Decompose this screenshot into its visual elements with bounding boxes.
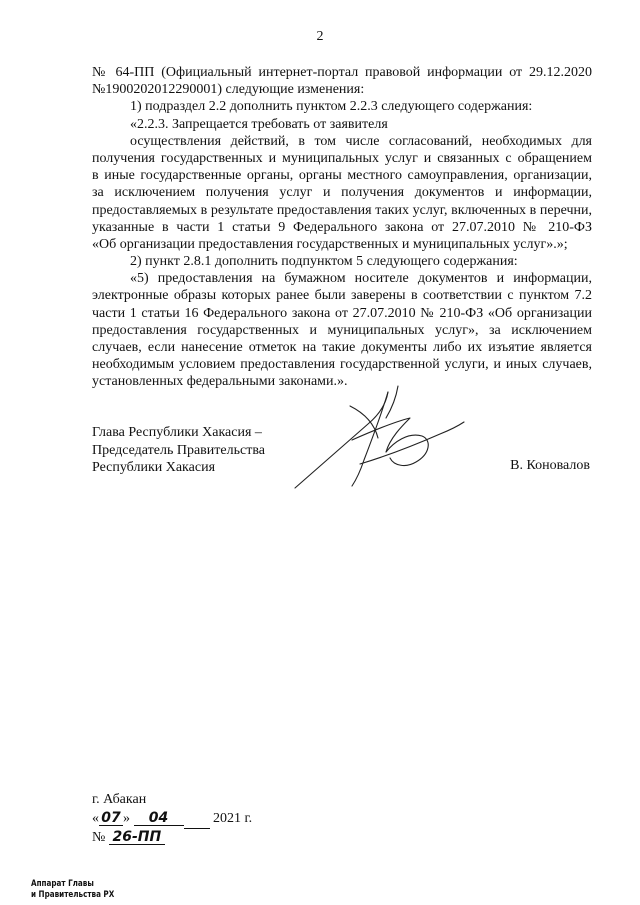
signatory-name: В. Коновалов	[510, 458, 590, 473]
signatory-title-line: Республики Хакасия	[92, 460, 216, 475]
body-line: указанные в части 1 статьи 9 Федерального закона от 27.07.2010 № 210-ФЗ	[92, 219, 592, 235]
stamp-line-1: Аппарат Главы	[31, 879, 94, 889]
body-line: случаев, если нанесение отметок на такие документы либо их изъятие является	[92, 340, 592, 355]
document-body	[92, 64, 592, 391]
body-line: электронные образы которых ранее были заверены в соответствии с пунктом 7.2	[92, 288, 592, 304]
signatory-title	[92, 424, 265, 477]
body-line: необходимым условием предоставления государственной услуги, и иных случаев,	[92, 357, 592, 373]
body-line: 1) подраздел 2.2 дополнить пунктом 2.2.3 следующего содержания:	[130, 99, 533, 115]
date-quote-close: »	[123, 811, 130, 826]
body-line: предоставления государственных и муниципальных услуг», за исключением	[92, 322, 592, 338]
signatory-title-line: Глава Республики Хакасия –	[92, 425, 262, 440]
body-line: получения государственных и муниципальных услуг и связанных с обращением	[92, 150, 592, 166]
body-line: части 1 статьи 16 Федерального закона от 27.07.2010 № 210-ФЗ «Об организации	[92, 305, 592, 321]
body-line: за исключением получения услуг и получения документов и информации,	[92, 185, 592, 201]
body-line: предоставляемых в результате предоставления таких услуг, включенных в перечни,	[92, 202, 592, 218]
body-line: № 64-ПП (Официальный интернет-портал правовой информации от 29.12.2020	[92, 65, 592, 80]
signatory-title-line: Председатель Правительства	[92, 442, 265, 458]
page-number: 2	[316, 29, 324, 44]
issue-number-prefix: №	[92, 830, 106, 845]
office-stamp	[31, 879, 114, 901]
issue-city: г. Абакан	[92, 792, 147, 807]
body-line: «Об организации предоставления государственных и муниципальных услуг».»;	[92, 236, 568, 252]
issue-details	[92, 790, 252, 847]
handwritten-signature-icon	[290, 382, 480, 492]
body-line: установленных федеральными законами.».	[92, 374, 348, 390]
issue-day: 07	[99, 811, 123, 826]
issue-year: 2021 г.	[213, 811, 253, 826]
body-line: осуществления действий, в том числе согласований, необходимых для	[130, 133, 592, 149]
body-line: в иные государственные органы, органы местного самоуправления, организации,	[92, 168, 592, 184]
month-blank-line	[184, 809, 210, 829]
body-line: 2) пункт 2.8.1 дополнить подпунктом 5 следующего содержания:	[130, 254, 518, 270]
body-line: «2.2.3. Запрещается требовать от заявителя	[130, 116, 388, 132]
issue-date	[92, 809, 252, 828]
body-line: №1900202012290001) следующие изменения:	[92, 82, 365, 98]
issue-number: 26-ПП	[109, 830, 165, 845]
stamp-line-2: и Правительства РХ	[31, 890, 115, 900]
body-line: «5) предоставления на бумажном носителе документов и информации,	[130, 271, 592, 287]
issue-number-row	[92, 828, 252, 847]
issue-month: 04	[134, 811, 184, 826]
date-quote-open: «	[92, 811, 99, 826]
